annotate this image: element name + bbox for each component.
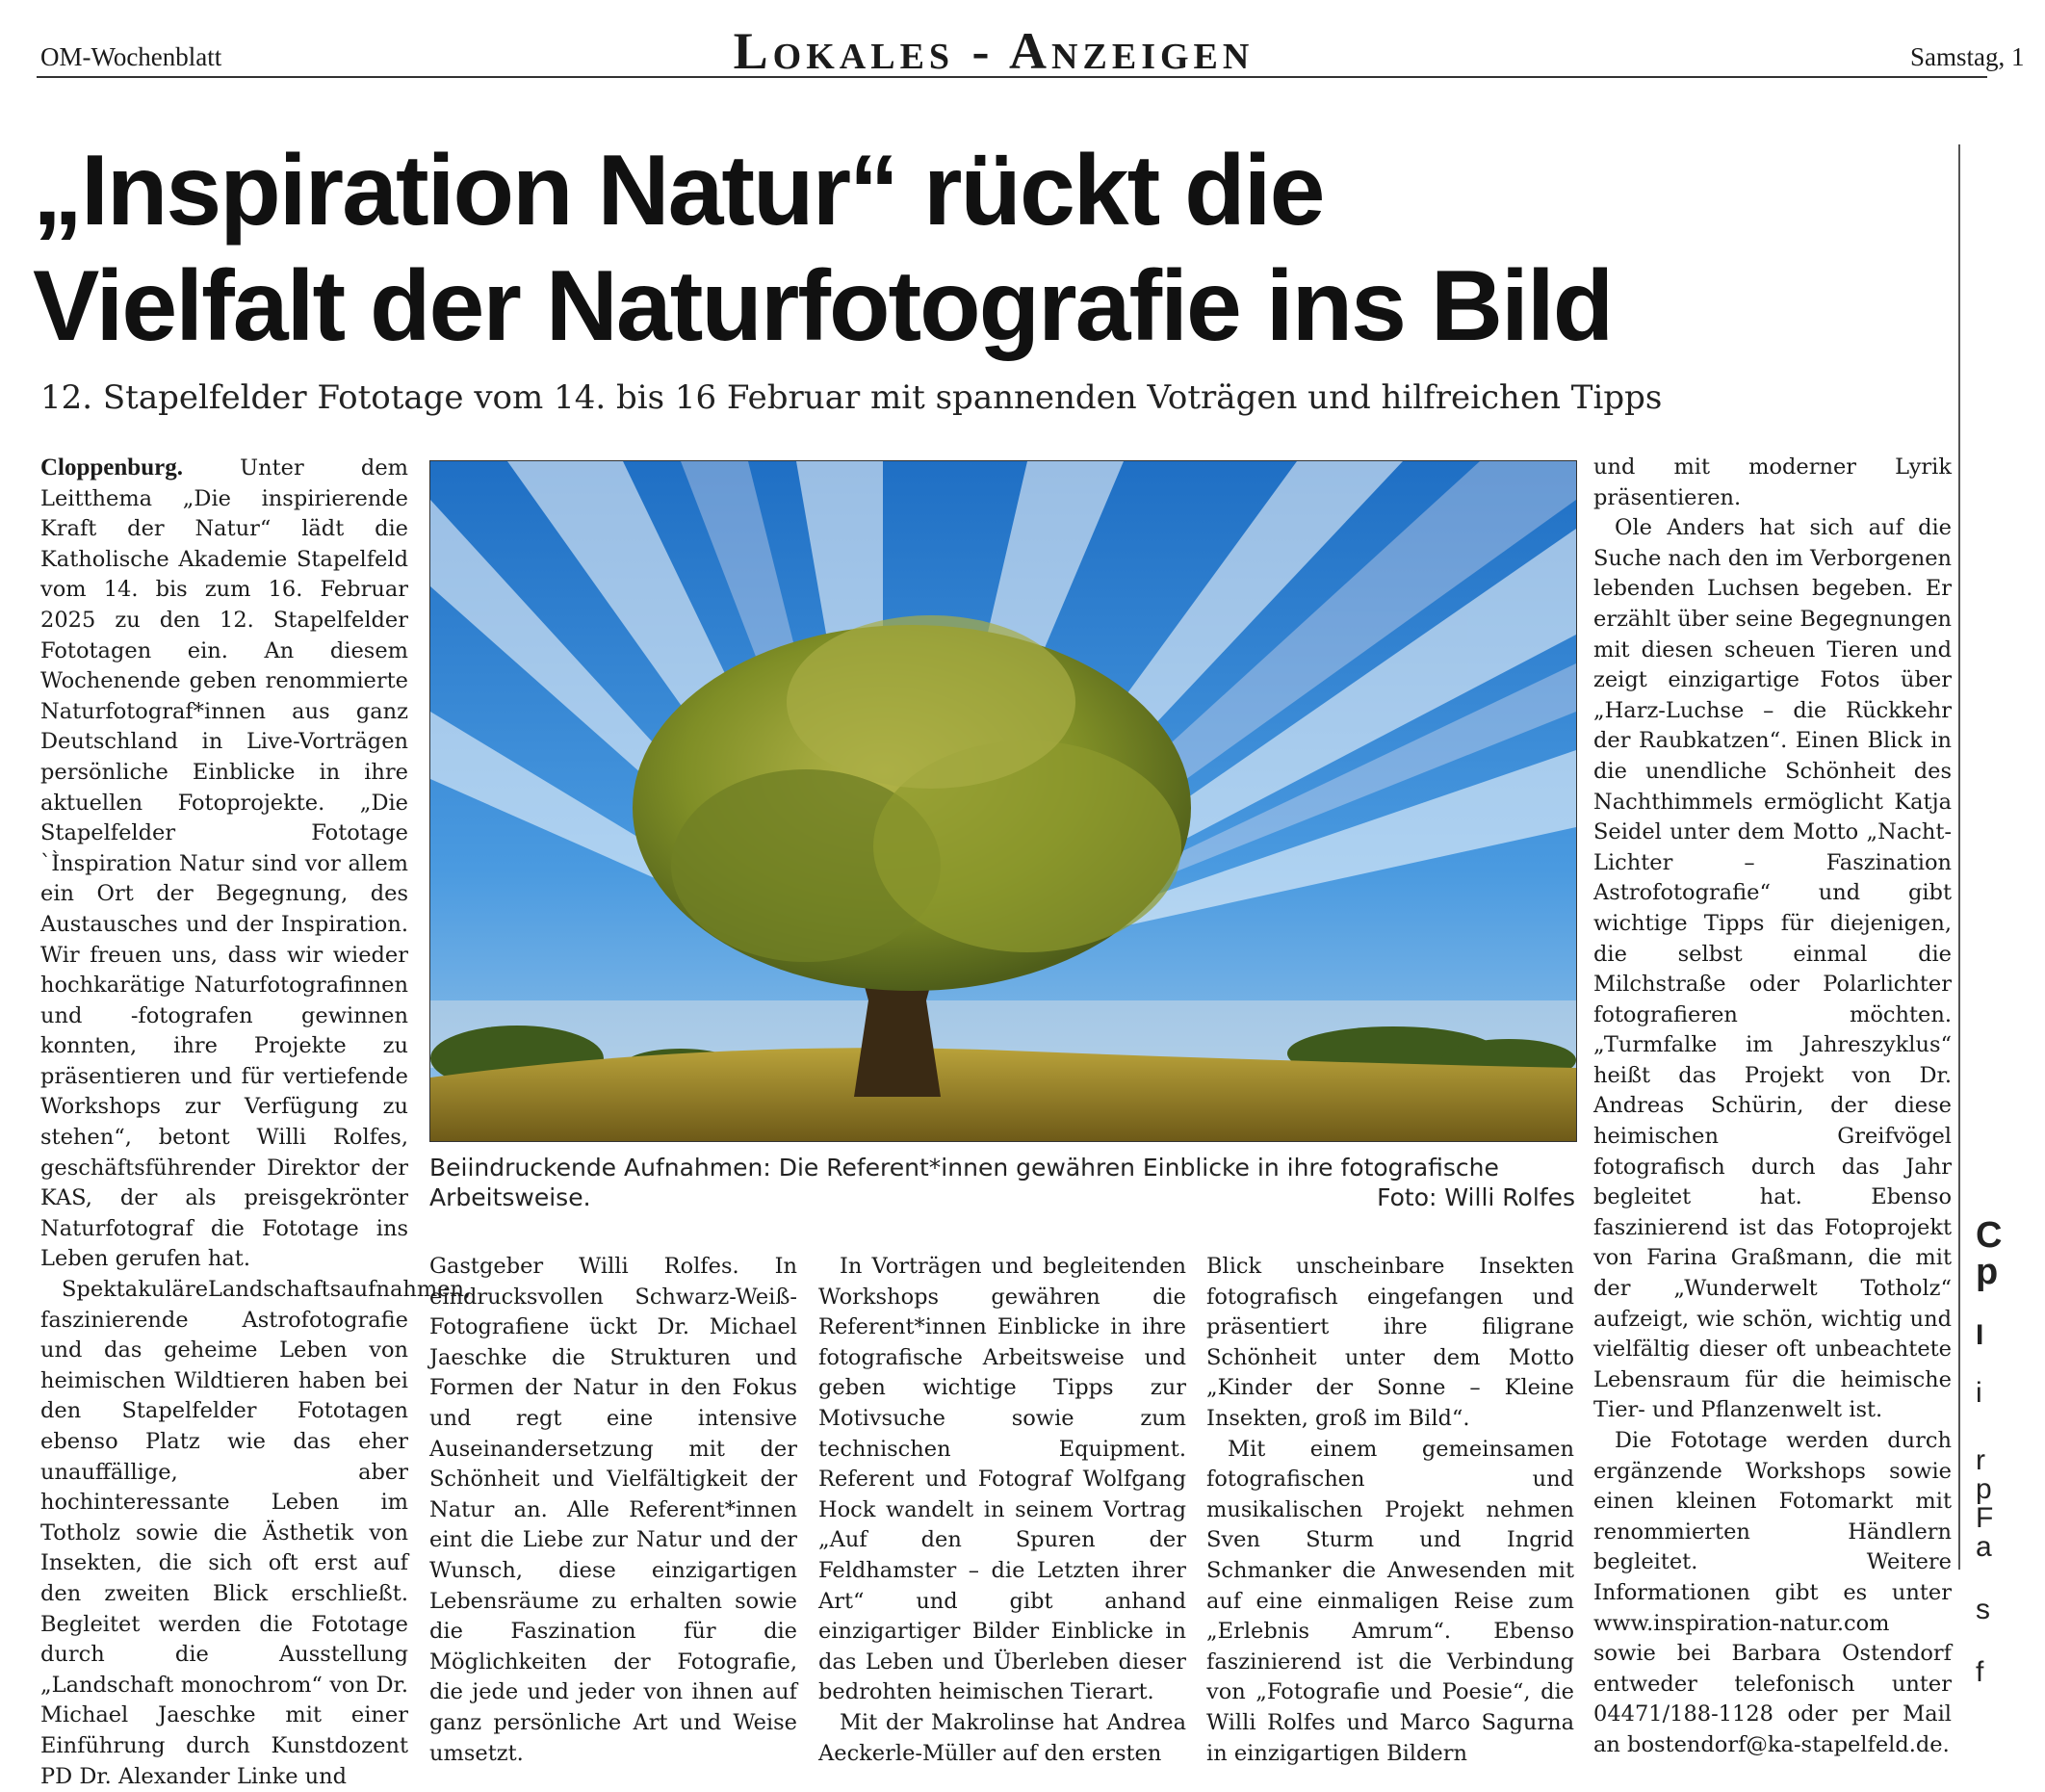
photo-caption xyxy=(429,1153,1575,1212)
article-paragraph: Ole Anders hat sich auf die Suche nach den im Verborgenen lebenden Luchsen begeben. Er erzählt über seine Begegnungen mit diesen scheuen Tieren und zeigt einzigartige Fotos über „Harz-Luchse – die Rückkehr der Raubkatzen“. Einen Blick in die unendliche Schönheit des Nachthimmels ermöglicht Katja Seidel unter dem Motto „Nacht-Lichter – Faszination Astrofotografie“ und gibt wichtige Tipps für diejenigen, die selbst einmal die Milchstraße oder Polarlichter fotografieren möchten. „Turmfalke im Jahreszyklus“ heißt das Projekt von Dr. Andreas Schürin, der diese heimischen Greifvögel fotografisch durch das Jahr begleitet hat. Ebenso faszinierend ist das Fotoprojekt von Farina Graßmann, die mit der „Wunderwelt Totholz“ aufzeigt, wie schön, wichtig und vielfältig dieser oft unbeachtete Lebensraum für die heimische Tier- und Pflanzenwelt ist. xyxy=(1593,515,1953,1423)
adjacent-article-fragment: i xyxy=(1976,1377,1982,1409)
article-paragraph: und mit moderner Lyrik präsentieren. xyxy=(1593,454,1952,510)
column-rule xyxy=(1958,144,1960,1570)
article-paragraph: Mit einem gemeinsamen fotografischen und musikalischen Projekt nehmen Sven Sturm und Ingrid Schmanker die Anwesenden mit auf eine einmaligen Reise zum „Erlebnis Amrum“. Ebenso faszinierend ist die Verbindung von „Fotografie und Poesie“, die Willi Rolfes und Marco Sagurna in einzigartigen Bildern xyxy=(1206,1436,1574,1766)
article-headline: „Inspiration Natur“ rückt die Vielfalt der Naturfotografie ins Bild xyxy=(33,135,1613,362)
tree-photo xyxy=(429,460,1577,1142)
article-column-5 xyxy=(1593,453,1952,1761)
article-column-2 xyxy=(429,1252,797,1769)
paragraph-text: Unter dem Leitthema „Die inspirierende Kraft der Natur“ lädt die Katholische Akademie Stapelfeld vom 14. bis zum 16. Februar 2025 zu den 12. Stapelfelder Fototagen ein. An diesem Wochenende geben renommierte Naturfotograf*innen aus ganz Deutschland in Live-Vorträgen persönliche Einblicke in ihre aktuellen Fotoprojekte. „Die Stapelfelder Fototage `Ìnspiration Natur sind vor allem ein Ort der Begegnung, des Austausches und der Inspiration. Wir freuen uns, dass wir wieder hochkarätige Naturfotografinnen und -fotografen gewinnen konnten, ihre Projekte zu präsentieren und für vertiefende Workshops zur Verfügung zu stehen“, betont Willi Rolfes, geschäftsführender Direktor der KAS, der als preisgekrönter Naturfotograf die Fototage ins Leben gerufen hat. xyxy=(40,455,408,1272)
article-paragraph: Blick unscheinbare Insekten fotografisch eingefangen und präsentiert ihre filigrane Schönheit unter dem Motto „Kinder der Sonne – Kleine Insekten, groß im Bild“. xyxy=(1206,1254,1574,1431)
article-column-3 xyxy=(818,1252,1186,1769)
adjacent-article-fragment: p xyxy=(1976,1252,1999,1292)
adjacent-article-fragment: I xyxy=(1976,1319,1984,1351)
article-paragraph: In Vorträgen und begleitenden Workshops gewähren die Referent*innen Einblicke in ihre fotografische Arbeitsweise und geben wichtige Tipps zur Motivsuche sowie zum technischen Equipment. Referent und Fotograf Wolfgang Hock wandelt in seinem Vortrag „Auf den Spuren der Feldhamster – die Letzten ihrer Art“ und gibt anhand einzigartiger Bilder Einblicke in das Leben und Überleben dieser bedrohten heimischen Tierart. xyxy=(818,1254,1186,1705)
adjacent-article-fragment: C xyxy=(1976,1215,2003,1256)
article-column-4 xyxy=(1206,1252,1574,1769)
photo-credit: Foto: Willi Rolfes xyxy=(1377,1183,1575,1211)
section-title: Lokales - Anzeigen xyxy=(733,22,1255,80)
article-subheadline: 12. Stapelfelder Fototage vom 14. bis 16 Februar mit spannenden Voträgen und hilfreichen Tipps xyxy=(40,378,1663,417)
adjacent-article-fragment: s xyxy=(1976,1594,1990,1625)
caption-text: Beiindruckende Aufnahmen: Die Referent*innen gewähren Einblicke in ihre fotografische Arbeitsweise. xyxy=(429,1154,1499,1211)
article-paragraph: Mit der Makrolinse hat Andrea Aeckerle-Müller auf den ersten xyxy=(818,1709,1186,1766)
header-rule xyxy=(37,76,1987,78)
publication-name: OM-Wochenblatt xyxy=(40,42,222,71)
article-column-1 xyxy=(40,453,472,1792)
article-paragraph: Gastgeber Willi Rolfes. In eindrucksvollen Schwarz-Weiß-Fotografiene ückt Dr. Michael Jaeschke die Strukturen und Formen der Natur in den Fokus und regt eine intensive Auseinandersetzung mit der Schönheit und Vielfältigkeit der Natur an. Alle Referent*innen eint die Liebe zur Natur und der Wunsch, diese einzigartigen Lebensräume zu erhalten sowie die Faszination für die Möglichkeiten der Fotografie, die jede und jeder von ihnen auf ganz persönliche Art und Weise umsetzt. xyxy=(429,1254,797,1766)
adjacent-article-fragment: F xyxy=(1976,1502,1994,1534)
article-paragraph xyxy=(40,453,408,1275)
tree-photo-graphic xyxy=(430,461,1576,1141)
article-paragraph: Die Fototage werden durch ergänzende Workshops sowie einen kleinen Fotomarkt mit renommierten Händlern begleitet. Weitere Informationen gibt es unter www.inspiration-natur.com sowie bei Barbara Ostendorf entweder telefonisch unter 04471/188-1128 oder per Mail an bostendorf@ka-stapelfeld.de. xyxy=(1593,1428,1952,1757)
header-date: Samstag, 1 xyxy=(1910,42,2025,71)
adjacent-article-fragment: r xyxy=(1976,1444,1985,1476)
adjacent-article-fragment: f xyxy=(1976,1656,1984,1688)
article-paragraph: SpektakuläreLandschaftsaufnahmen, faszinierende Astrofotografie und das geheime Leben von heimischen Wildtieren haben bei den Stapelfelder Fototagen ebenso Platz wie das eher unauffällige, aber hochinteressante Leben im Totholz sowie die Ästhetik von Insekten, die sich oft erst auf den zweiten Blick erschließt. Begleitet werden die Fototage durch die Ausstellung „Landschaft monochrom“ von Dr. Michael Jaeschke mit einer Einführung durch Kunstdozent PD Dr. Alexander Linke und xyxy=(40,1277,472,1789)
adjacent-article-fragment: a xyxy=(1976,1531,1992,1563)
dateline: Cloppenburg. xyxy=(40,454,183,480)
adjacent-article-fragment: p xyxy=(1976,1473,1992,1505)
